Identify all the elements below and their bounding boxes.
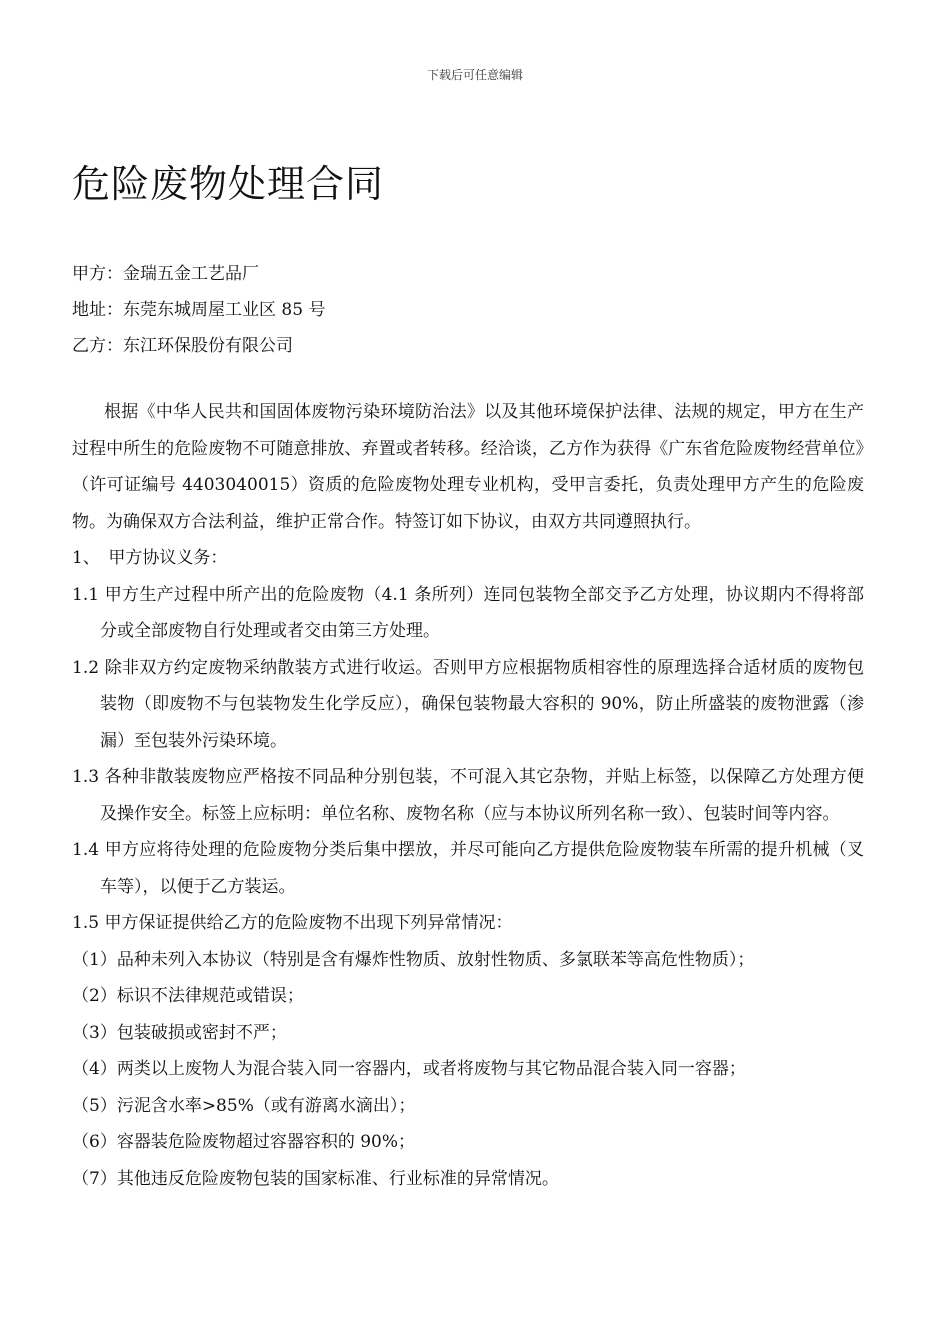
party-b: 乙方：东江环保股份有限公司 [72,336,293,356]
party-a: 甲方：金瑞五金工艺品厂 [72,264,259,284]
sub-item-6: （6）容器装危险废物超过容器容积的 90%； [72,1132,416,1152]
intro-paragraph: 根据《中华人民共和国固体废物污染环境防治法》以及其他环境保护法律、法规的规定，甲方在生产过程中所生的危险废物不可随意排放、弃置或者转移。经洽谈，乙方作为获得《广东省危险废物经营单位》（许可证编号 4403040015）资质的危险废物处理专业机构，受甲言委托，负责处理甲方产生的危险废物。为确保双方合法利益，维护正常合作。特签订如下协议，由双方共同遵照执行。 [72,402,864,532]
party-address: 地址：东莞东城周屋工业区 85 号 [72,300,326,320]
clause-1-2: 1.2 除非双方约定废物采纳散装方式进行收运。否则甲方应根据物质相容性的原理选择合适材质的废物包装物（即废物不与包装物发生化学反应），确保包装物最大容积的 90%，防止所盛装的废物泄露（渗漏）至包装外污染环境。 [72,657,864,751]
section-1-heading: 1、 甲方协议义务： [72,548,228,568]
clause-1-1: 1.1 甲方生产过程中所产出的危险废物（4.1 条所列）连同包装物全部交予乙方处理，协议期内不得将部分或全部废物自行处理或者交由第三方处理。 [72,584,864,641]
sub-item-5: （5）污泥含水率>85%（或有游离水滴出）； [72,1095,416,1116]
sub-item-3: （3）包装破损或密封不严； [72,1022,287,1043]
sub-item-7: （7）其他违反危险废物包装的国家标准、行业标准的异常情况。 [72,1168,559,1189]
contract-body [72,394,864,1197]
sub-item-1: （1）品种未列入本协议（特别是含有爆炸性物质、放射性物质、多氯联苯等高危性物质）； [72,949,755,970]
document-title: 危险废物处理合同 [72,162,385,206]
clause-1-5: 1.5 甲方保证提供给乙方的危险废物不出现下列异常情况： [72,913,513,933]
sub-item-2: （2）标识不法律规范或错误； [72,986,304,1006]
parties-block [72,256,872,364]
header-note: 下载后可任意编辑 [426,68,523,82]
clause-1-4: 1.4 甲方应将待处理的危险废物分类后集中摆放，并尽可能向乙方提供危险废物装车所需的提升机械（叉车等），以便于乙方装运。 [72,840,864,897]
clause-1-3: 1.3 各种非散装废物应严格按不同品种分别包装，不可混入其它杂物，并贴上标签，以保障乙方处理方便及操作安全。标签上应标明：单位名称、废物名称（应与本协议所列名称一致）、包装时间等内容。 [72,767,864,824]
sub-item-4: （4）两类以上废物人为混合装入同一容器内，或者将废物与其它物品混合装入同一容器； [72,1059,746,1079]
